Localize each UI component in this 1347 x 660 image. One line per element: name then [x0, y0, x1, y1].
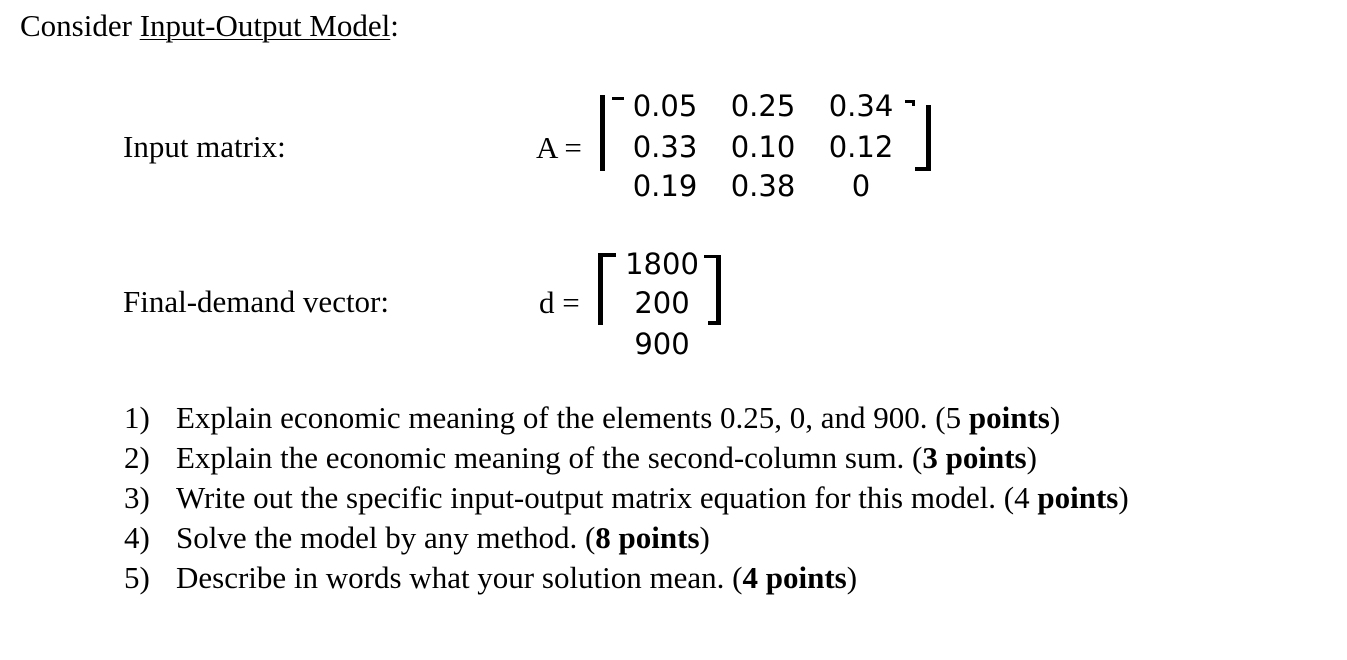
question-item [124, 558, 1129, 598]
question-number: 5) [124, 560, 150, 595]
question-item [124, 438, 1129, 478]
question-tail: ) [846, 560, 858, 595]
final-demand-label: Final-demand vector: [123, 284, 389, 319]
heading-suffix: : [390, 8, 399, 43]
matrix-a-cell: 0 [851, 169, 871, 203]
question-item [124, 478, 1129, 518]
question-tail: ) [1049, 400, 1061, 435]
heading-prefix: Consider [20, 8, 140, 43]
question-tail: ) [699, 520, 710, 555]
vector-d-symbol: d = [539, 285, 580, 320]
question-text: Solve the model by any method. ( [176, 520, 596, 555]
matrix-a-cell: 0.25 [730, 89, 796, 123]
vector-d-cell: 1800 [625, 247, 699, 281]
question-points: points [968, 400, 1050, 435]
vector-d-cell: 200 [634, 286, 690, 320]
question-text: Describe in words what your solution mean. ( [176, 560, 743, 595]
question-number: 2) [124, 440, 150, 475]
page-heading [20, 8, 399, 44]
question-text: Write out the specific input-output matrix equation for this model. (4 [176, 480, 1038, 515]
vector-d-left-bracket [598, 253, 620, 325]
question-item [124, 398, 1129, 438]
matrix-a-cell: 0.12 [828, 130, 894, 164]
vector-d-right-bracket [704, 255, 724, 325]
question-points: 3 points [922, 440, 1027, 475]
question-number: 4) [124, 520, 150, 555]
matrix-a-cell: 0.19 [632, 169, 698, 203]
matrix-a-cell: 0.33 [632, 130, 698, 164]
question-item [124, 518, 1129, 558]
question-number: 1) [124, 400, 150, 435]
question-points: 4 points [742, 560, 847, 595]
model-name: Input-Output Model [139, 8, 391, 43]
matrix-a-cell: 0.10 [730, 130, 796, 164]
matrix-a-symbol: A = [536, 130, 582, 165]
question-tail: ) [1118, 480, 1129, 515]
question-points: 8 points [595, 520, 700, 555]
question-number: 3) [124, 480, 150, 515]
question-text: Explain economic meaning of the elements 0.25, 0, and 900. (5 [176, 400, 969, 435]
question-text: Explain the economic meaning of the second-column sum. ( [176, 440, 923, 475]
matrix-a-cell: 0.34 [828, 89, 894, 123]
question-tail: ) [1026, 440, 1037, 475]
vector-d-cell: 900 [634, 327, 690, 361]
input-matrix-label: Input matrix: [123, 129, 286, 164]
question-points: points [1037, 480, 1119, 515]
matrix-a-cell: 0.05 [632, 89, 698, 123]
question-list [124, 398, 1129, 598]
matrix-a-cell: 0.38 [730, 169, 796, 203]
